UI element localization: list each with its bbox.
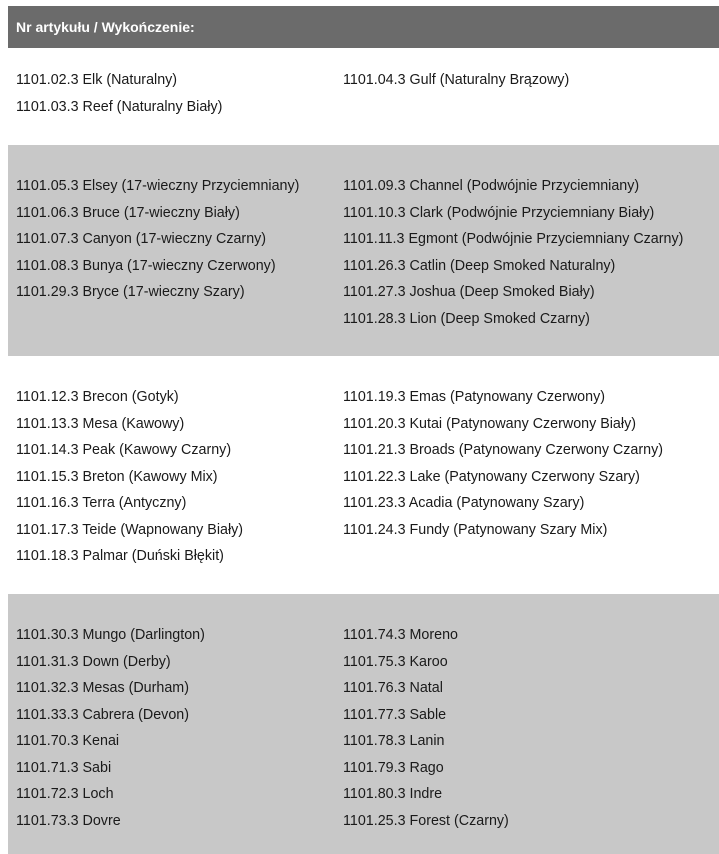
- list-item: 1101.13.3 Mesa (Kawowy): [16, 415, 185, 432]
- list-item: 1101.14.3 Peak (Kawowy Czarny): [16, 442, 232, 458]
- finish-group-other: [8, 594, 719, 854]
- right-column: [343, 67, 569, 94]
- list-item: 1101.32.3 Mesas (Durham): [16, 680, 189, 696]
- list-item: 1101.02.3 Elk (Naturalny): [16, 72, 178, 88]
- left-column: [16, 622, 205, 834]
- list-item: 1101.70.3 Kenai: [16, 733, 120, 749]
- list-item: 1101.26.3 Catlin (Deep Smoked Naturalny): [343, 257, 616, 274]
- list-item: 1101.17.3 Teide (Wapnowany Biały): [16, 521, 244, 538]
- list-item: 1101.15.3 Breton (Kawowy Mix): [16, 468, 218, 485]
- list-item: 1101.31.3 Down (Derby): [16, 653, 171, 670]
- list-item: 1101.28.3 Lion (Deep Smoked Czarny): [343, 310, 590, 327]
- list-item: 1101.03.3 Reef (Naturalny Biały): [16, 98, 223, 115]
- right-column: [343, 173, 683, 332]
- finish-group-patinated: [8, 384, 719, 574]
- list-item: 1101.76.3 Natal: [343, 680, 443, 696]
- list-item: 1101.05.3 Elsey (17-wieczny Przyciemniany): [16, 178, 300, 194]
- list-item: 1101.79.3 Rago: [343, 759, 444, 776]
- list-item: 1101.19.3 Emas (Patynowany Czerwony): [343, 389, 605, 405]
- list-item: 1101.09.3 Channel (Podwójnie Przyciemniany): [343, 178, 640, 194]
- list-item: 1101.25.3 Forest (Czarny): [343, 812, 509, 829]
- list-item: 1101.78.3 Lanin: [343, 733, 445, 749]
- left-column: [16, 67, 222, 120]
- table-header: [8, 6, 719, 48]
- list-item: 1101.21.3 Broads (Patynowany Czerwony Czarny): [343, 442, 663, 458]
- list-item: 1101.27.3 Joshua (Deep Smoked Biały): [343, 284, 595, 300]
- list-item: 1101.08.3 Bunya (17-wieczny Czerwony): [16, 257, 276, 274]
- list-item: 1101.33.3 Cabrera (Devon): [16, 706, 189, 723]
- list-item: 1101.20.3 Kutai (Patynowany Czerwony Biały): [343, 415, 636, 432]
- list-item: 1101.73.3 Dovre: [16, 812, 121, 829]
- list-item: 1101.04.3 Gulf (Naturalny Brązowy): [343, 72, 570, 88]
- list-item: 1101.24.3 Fundy (Patynowany Szary Mix): [343, 521, 608, 538]
- list-item: 1101.18.3 Palmar (Duński Błękit): [16, 548, 224, 564]
- left-column: [16, 173, 299, 306]
- finish-group-natural: [8, 67, 719, 127]
- list-item: 1101.11.3 Egmont (Podwójnie Przyciemniany Czarny): [343, 231, 684, 247]
- list-item: 1101.77.3 Sable: [343, 706, 447, 723]
- list-item: 1101.22.3 Lake (Patynowany Czerwony Szary): [343, 468, 640, 485]
- list-item: 1101.72.3 Loch: [16, 786, 114, 802]
- list-item: 1101.23.3 Acadia (Patynowany Szary): [343, 495, 585, 511]
- list-item: 1101.06.3 Bruce (17-wieczny Biały): [16, 204, 240, 221]
- left-column: [16, 384, 243, 570]
- list-item: 1101.16.3 Terra (Antyczny): [16, 495, 187, 511]
- list-item: 1101.07.3 Canyon (17-wieczny Czarny): [16, 231, 267, 247]
- list-item: 1101.10.3 Clark (Podwójnie Przyciemniany Biały): [343, 204, 655, 221]
- right-column: [343, 384, 663, 543]
- list-item: 1101.71.3 Sabi: [16, 759, 112, 776]
- list-item: 1101.12.3 Brecon (Gotyk): [16, 389, 179, 405]
- list-item: 1101.74.3 Moreno: [343, 627, 458, 643]
- list-item: 1101.29.3 Bryce (17-wieczny Szary): [16, 284, 245, 300]
- right-column: [343, 622, 509, 834]
- header-title: Nr artykułu / Wykończenie:: [16, 19, 195, 35]
- finish-group-smoked: [8, 145, 719, 356]
- list-item: 1101.80.3 Indre: [343, 786, 443, 802]
- list-item: 1101.75.3 Karoo: [343, 653, 448, 670]
- list-item: 1101.30.3 Mungo (Darlington): [16, 627, 205, 643]
